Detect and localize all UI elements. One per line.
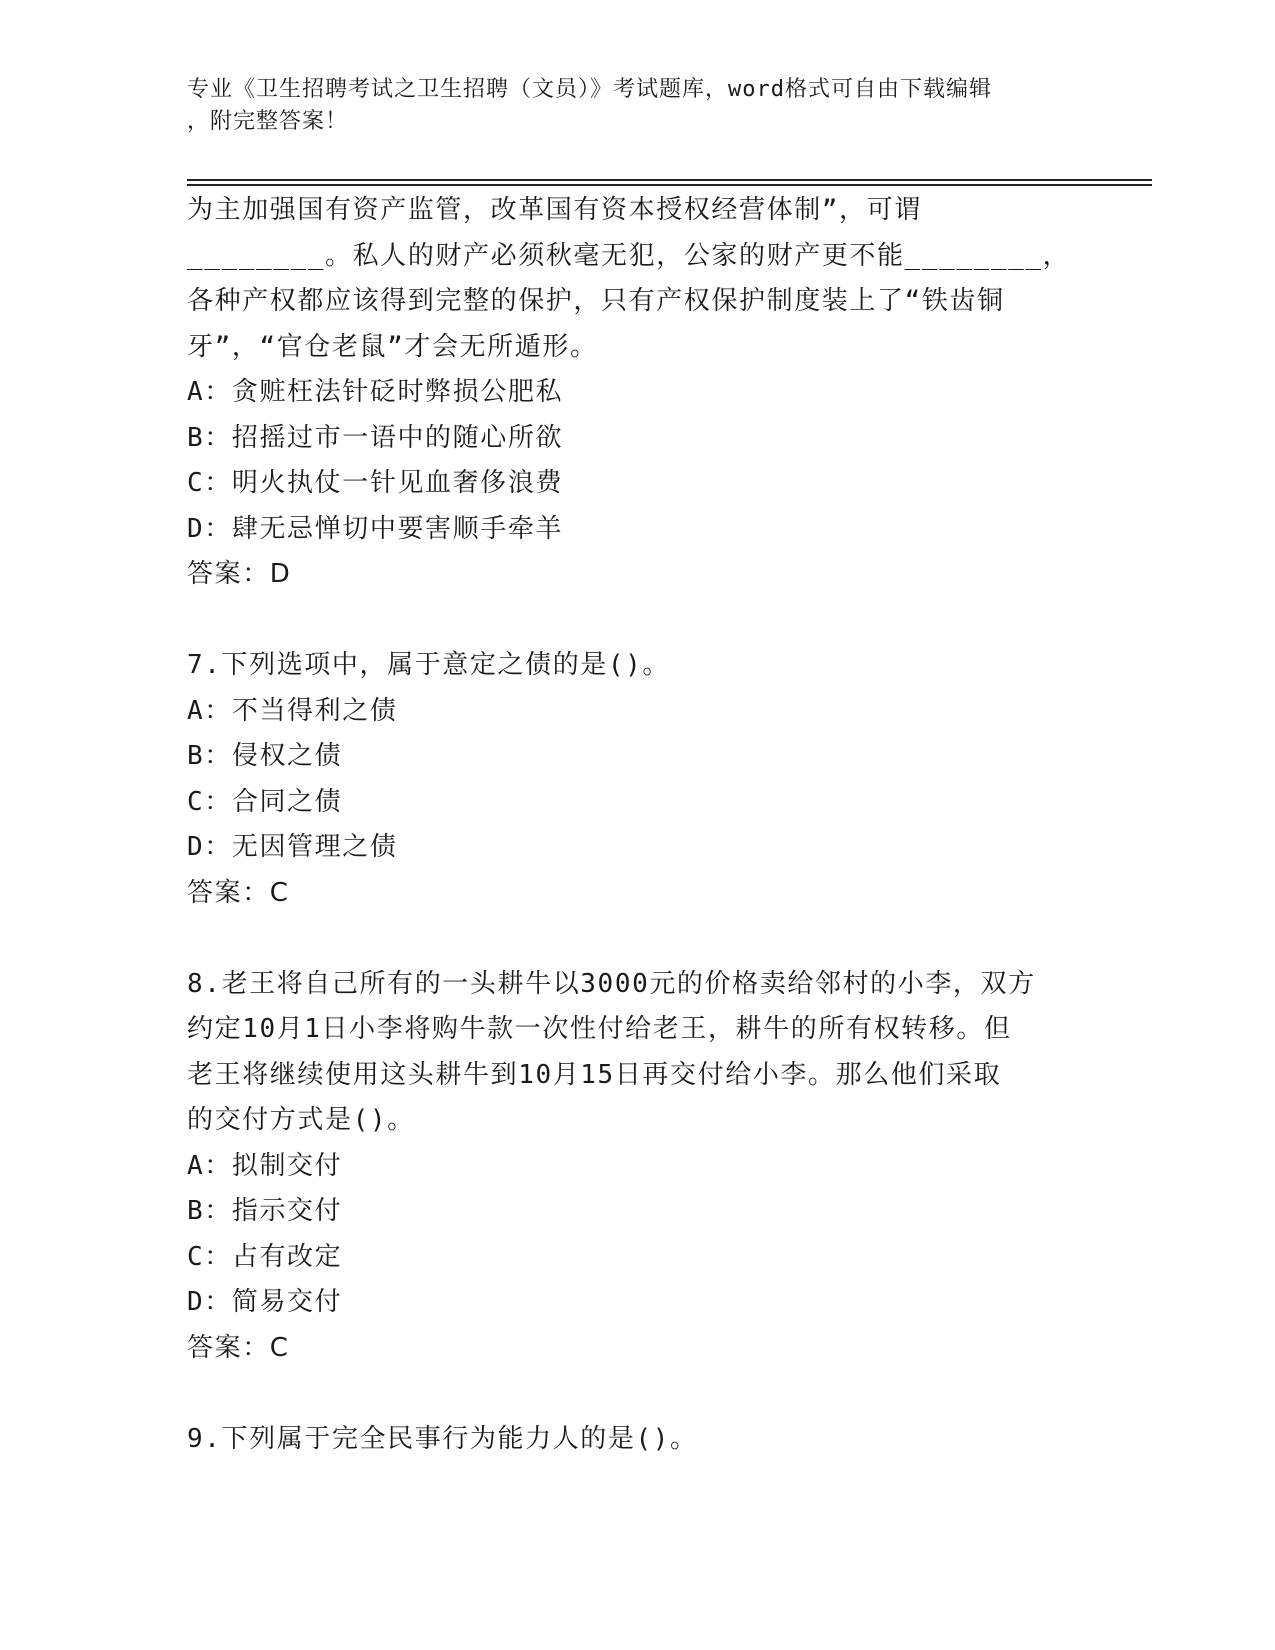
question-stem-line: 牙”，“官仓老鼠”才会无所遁形。: [187, 331, 598, 362]
spacer: [187, 916, 1087, 962]
question-stem-line: 老王将继续使用这头耕牛到10月15日再交付给小李。那么他们采取: [187, 1059, 1002, 1090]
answer-line: 答案：C: [187, 877, 290, 908]
question-stem-line: ________。私人的财产必须秋毫无犯，公家的财产更不能________，: [187, 240, 1071, 271]
question-7: [187, 643, 1087, 916]
option-c: C：合同之债: [187, 786, 343, 817]
spacer: [187, 1371, 1087, 1417]
option-c: C：明火执仗一针见血奢侈浪费: [187, 468, 564, 498]
question-content: [187, 188, 1087, 1462]
option-b: B：指示交付: [187, 1196, 343, 1226]
question-stem-line: 各种产权都应该得到完整的保护，只有产权保护制度装上了“铁齿铜: [187, 286, 1005, 316]
question-8: [187, 962, 1087, 1372]
question-6: [187, 188, 1087, 598]
option-c: C：占有改定: [187, 1241, 343, 1272]
question-stem-line: 约定10月1日小李将购牛款一次性付给老王，耕牛的所有权转移。但: [187, 1014, 1012, 1044]
option-b: B：侵权之债: [187, 741, 343, 771]
option-a: A：拟制交付: [187, 1150, 343, 1181]
question-stem-line: 8.老王将自己所有的一头耕牛以3000元的价格卖给邻村的小李，双方: [187, 968, 1036, 999]
question-stem-line: 9.下列属于完全民事行为能力人的是()。: [187, 1423, 698, 1454]
option-a: A：贪赃枉法针砭时弊损公肥私: [187, 377, 564, 407]
header-divider-top: [187, 179, 1152, 181]
question-9: [187, 1417, 1087, 1463]
option-d: D：简易交付: [187, 1287, 343, 1317]
option-d: D：肆无忌惮切中要害顺手牵羊: [187, 513, 564, 544]
header-line-2: ，附完整答案！: [187, 109, 349, 134]
question-stem-line: 为主加强国有资产监管，改革国有资本授权经营体制”，可谓: [187, 195, 922, 225]
question-stem-line: 的交付方式是()。: [187, 1105, 415, 1135]
header-divider-bottom: [187, 184, 1152, 186]
option-a: A：不当得利之债: [187, 695, 398, 726]
header-line-1: 专业《卫生招聘考试之卫生招聘（文员）》考试题库，word格式可自由下载编辑: [187, 77, 992, 102]
option-b: B：招摇过市一语中的随心所欲: [187, 422, 564, 453]
option-d: D：无因管理之债: [187, 832, 398, 862]
question-stem-line: 7.下列选项中，属于意定之债的是()。: [187, 650, 671, 680]
answer-line: 答案：D: [187, 559, 292, 589]
answer-line: 答案：C: [187, 1332, 290, 1363]
document-header: [187, 74, 1067, 138]
spacer: [187, 598, 1087, 644]
